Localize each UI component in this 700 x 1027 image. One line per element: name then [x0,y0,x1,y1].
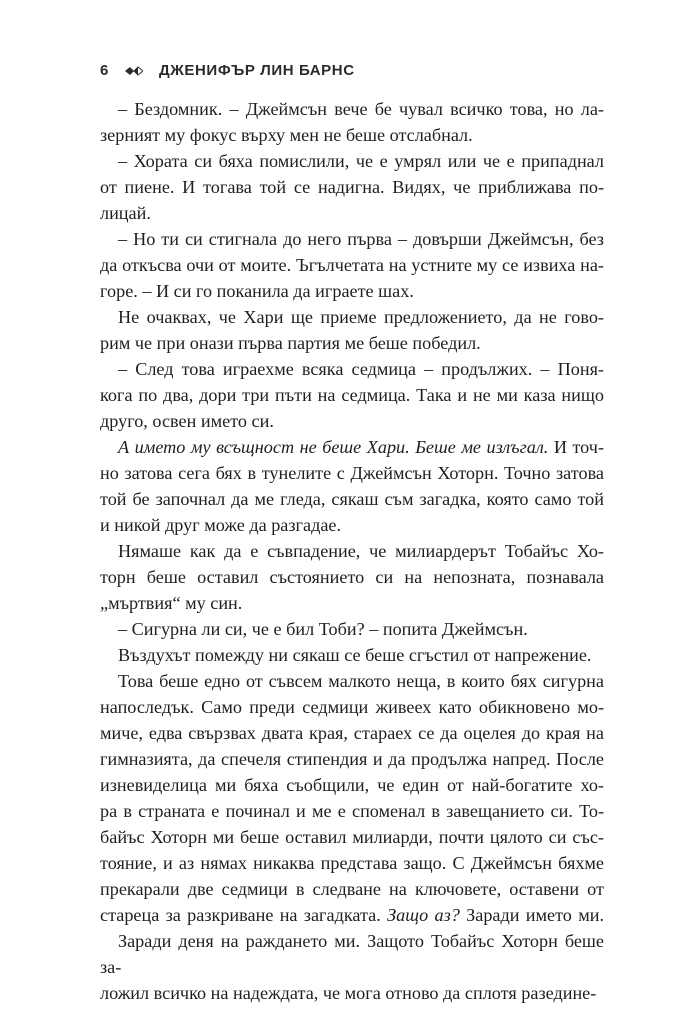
text-line: напоследък. Само преди седмици живеех като обикновено мо- [100,697,604,717]
text-line: торн беше оставил състоянието си на непозната, познавала [100,567,604,587]
running-header [100,62,355,79]
text-line: прекарали две седмици в следване на ключовете, оставени от [100,879,604,899]
page-number: 6 [100,62,109,79]
text-line: лицай. [100,203,151,223]
paragraph [100,96,604,148]
text-line: той бе започнал да ме гледа, сякаш съм загадка, която само той [100,489,604,509]
text-line: ра в страната е починал и ме е споменал в завещанието си. То- [100,801,604,821]
text-line: – Бездомник. – Джеймсън вече бе чувал всичко това, но ла- [118,99,604,119]
text-line: Не очаквах, че Хари ще приеме предложението, да не гово- [118,307,604,327]
paragraph [100,304,604,356]
paragraph [100,668,604,928]
text-line: – Но ти си стигнала до него първа – довърши Джеймсън, без [118,229,604,249]
text-line: да откъсва очи от моите. Ъгълчетата на устните му се извиха на- [100,255,604,275]
text-line: рим че при онази първа партия ме беше победил. [100,333,481,353]
text-line: стареца за разкриване на загадката. Защо аз? Заради името ми. [100,905,604,925]
paragraph [100,226,604,304]
text-line: горе. – И си го поканила да играете шах. [100,281,414,301]
text-line: байъс Хоторн ми беше оставил милиарди, почти цялото си със- [100,827,604,847]
paragraph [100,356,604,434]
paragraph [100,538,604,616]
text-line: А името му всъщност не беше Хари. Беше ме излъгал. И точ- [118,437,604,457]
text-line: ложил всичко на надеждата, че мога отново да сплотя разедине- [100,983,597,1003]
italic-text: Защо аз? [387,905,460,925]
text-line: изневиделица ми бяха съобщили, че един от най-богатите хо- [100,775,604,795]
text-line: тояние, и аз нямах никаква представа защо. С Джеймсън бяхме [100,853,604,873]
text-line: кога по два, дори три пъти на седмица. Така и не ми каза нищо [100,385,604,405]
text-line: – Хората си бяха помислили, че е умрял или че е припаднал [118,151,604,171]
author-name: ДЖЕНИФЪР ЛИН БАРНС [158,62,355,79]
text-line: зерният му фокус върху мен не беше отслабнал. [100,125,473,145]
paragraph [100,928,604,1006]
text-line: и никой друг може да разгадае. [100,515,342,535]
body-text [100,96,604,1006]
text-line: миче, едва свързвах двата края, стараех се да оцелея до края на [100,723,604,743]
italic-text: А името му всъщност не беше Хари. Беше ме излъгал. [118,437,549,457]
diamond-ornament-icon [125,66,143,76]
paragraph [100,616,604,642]
text-line: друго, освен името си. [100,411,274,431]
paragraph [100,642,604,668]
text-line: от пиене. И тогава той се надигна. Видях, че приближава по- [100,177,604,197]
text-line: но затова сега бях в тунелите с Джеймсън Хоторн. Точно затова [100,463,604,483]
text-line: гимназията, да спечеля стипендия и да продължа напред. После [100,749,604,769]
text-line: Заради деня на раждането ми. Защото Тобайъс Хоторн беше за- [100,931,604,977]
text-line: Нямаше как да е съвпадение, че милиардерът Тобайъс Хо- [118,541,604,561]
text-line: „мъртвия“ му син. [100,593,243,613]
paragraph [100,148,604,226]
text-line: – Сигурна ли си, че е бил Тоби? – попита Джеймсън. [118,619,528,639]
text-line: Въздухът помежду ни сякаш се беше сгъстил от напрежение. [118,645,592,665]
text-line: – След това играехме всяка седмица – продължих. – Поня- [118,359,604,379]
paragraph [100,434,604,538]
text-line: Това беше едно от съвсем малкото неща, в които бях сигурна [118,671,604,691]
